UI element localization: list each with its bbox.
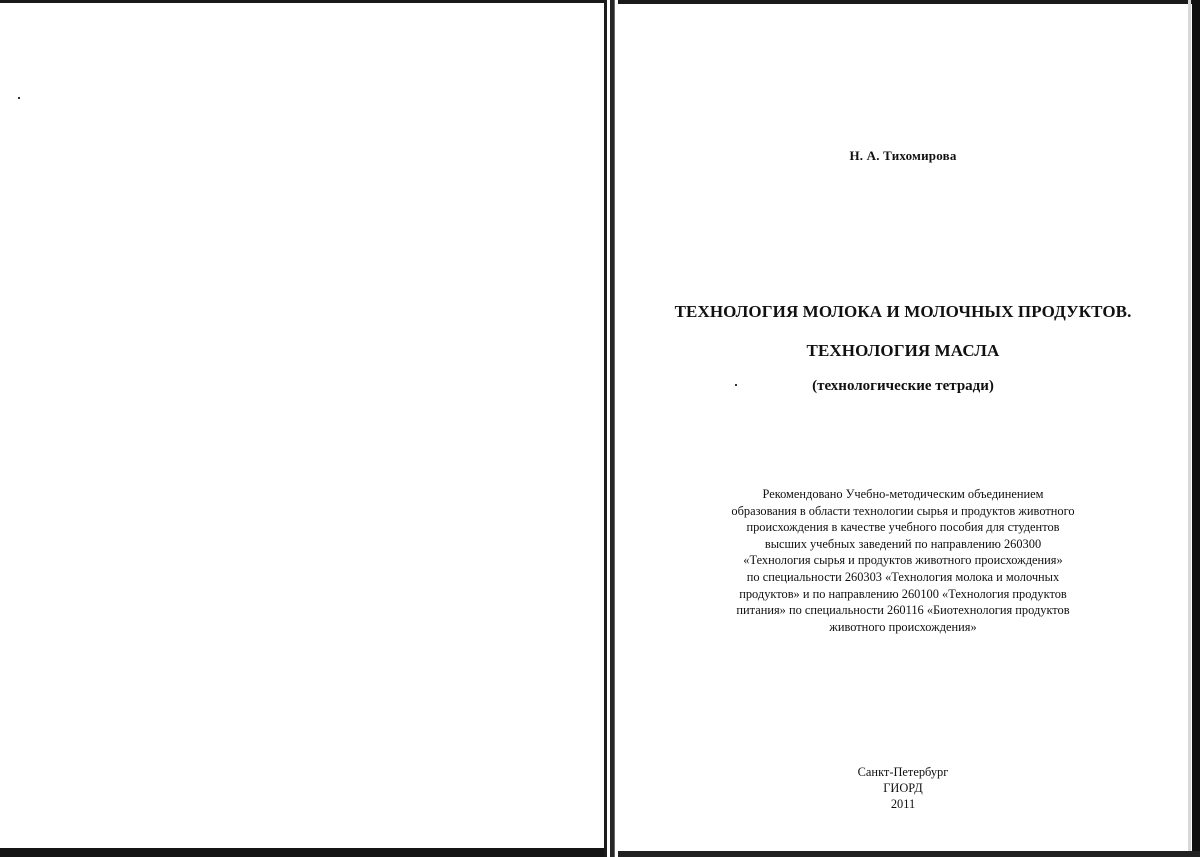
imprint: [618, 764, 1188, 812]
recommendation-line: высших учебных заведений по направлению 260300: [764, 536, 1042, 551]
scan-edge-bottom-right: [618, 851, 1200, 857]
title-page: [618, 0, 1188, 850]
right-page-inner-edge: [614, 0, 615, 857]
scan-edge-top-left: [0, 0, 606, 3]
recommendation-line: животного происхождения»: [829, 619, 977, 634]
author-name: Н. А. Тихомирова: [849, 148, 957, 163]
recommendation-line: по специальности 260303 «Технология молока и молочных: [746, 569, 1060, 584]
recommendation-line: питания» по специальности 260116 «Биотехнология продуктов: [736, 603, 1070, 618]
recommendation-line: образования в области технологии сырья и продуктов животного: [731, 503, 1075, 518]
recommendation-block: [658, 486, 1148, 635]
recommendation-line: происхождения в качестве учебного пособия для студентов: [746, 520, 1060, 535]
imprint-city: Санкт-Петербург: [857, 765, 949, 779]
right-page-outer-edge: [1188, 0, 1191, 857]
recommendation-line: «Технология сырья и продуктов животного происхождения»: [743, 553, 1063, 568]
recommendation-line: Рекомендовано Учебно-методическим объединением: [762, 487, 1044, 501]
book-subtitle: (технологические тетради): [812, 378, 994, 394]
book-title-line-2: ТЕХНОЛОГИЯ МАСЛА: [806, 341, 1000, 360]
scan-speck: [18, 97, 20, 99]
book-title-line-1: ТЕХНОЛОГИЯ МОЛОКА И МОЛОЧНЫХ ПРОДУКТОВ.: [674, 302, 1132, 321]
imprint-year: 2011: [890, 797, 916, 811]
scan-edge-bottom-left: [0, 848, 604, 857]
recommendation-line: продуктов» и по направлению 260100 «Технология продуктов: [739, 586, 1067, 601]
imprint-publisher: ГИОРД: [883, 781, 923, 795]
scan-edge-right: [1192, 0, 1200, 857]
book-gutter: [604, 0, 607, 857]
